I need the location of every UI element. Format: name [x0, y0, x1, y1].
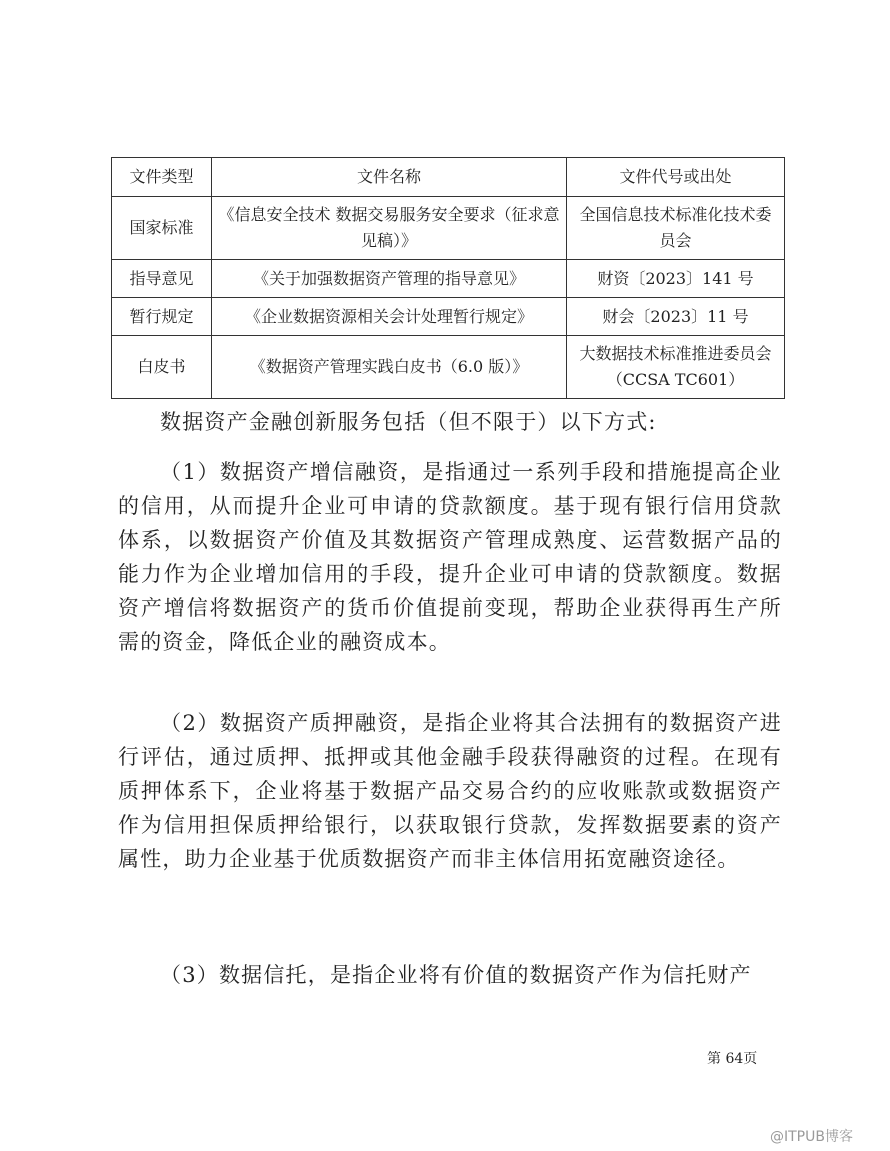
table-header-row [112, 158, 785, 197]
cell-type: 指导意见 [112, 260, 212, 298]
page-number: 第 64页 [707, 1051, 758, 1067]
cell-type: 暂行规定 [112, 298, 212, 336]
reference-table [111, 157, 785, 399]
header-file-name: 文件名称 [212, 158, 567, 197]
table-row [112, 260, 785, 298]
cell-source: 财资〔2023〕141 号 [567, 260, 785, 298]
paragraph-2-block [118, 706, 782, 876]
paragraph-1-block [118, 455, 782, 659]
header-file-type: 文件类型 [112, 158, 212, 197]
cell-source: 财会〔2023〕11 号 [567, 298, 785, 336]
table-row [112, 197, 785, 260]
cell-type: 白皮书 [112, 336, 212, 399]
cell-type: 国家标准 [112, 197, 212, 260]
paragraph-data-trust: （3）数据信托，是指企业将有价值的数据资产作为信托财产 [160, 963, 752, 987]
paragraph-credit-enhancement: （1）数据资产增信融资，是指通过一系列手段和措施提高企业的信用，从而提升企业可申请的贷款额度。基于现有银行信用贷款体系，以数据资产价值及其数据资产管理成熟度、运营数据产品的能力作为企业增加信用的手段，提升企业可申请的贷款额度。数据资产增信将数据资产的货币价值提前变现，帮助企业获得再生产所需的资金，降低企业的融资成本。 [118, 460, 782, 654]
cell-name: 《数据资产管理实践白皮书（6.0 版）》 [212, 336, 567, 399]
intro-paragraph: 数据资产金融创新服务包括（但不限于）以下方式: [160, 410, 657, 434]
paragraph-pledge-financing: （2）数据资产质押融资，是指企业将其合法拥有的数据资产进行评估，通过质押、抵押或其他金融手段获得融资的过程。在现有质押体系下，企业将基于数据产品交易合约的应收账款或数据资产作为信用担保质押给银行，以获取银行贷款，发挥数据要素的资产属性，助力企业基于优质数据资产而非主体信用拓宽融资途径。 [118, 711, 782, 871]
table-row [112, 298, 785, 336]
header-file-source: 文件代号或出处 [567, 158, 785, 197]
cell-source: 全国信息技术标准化技术委员会 [567, 197, 785, 260]
cell-source: 大数据技术标准推进委员会（CCSA TC601） [567, 336, 785, 399]
cell-name: 《关于加强数据资产管理的指导意见》 [212, 260, 567, 298]
intro-block [118, 405, 782, 439]
watermark: @ITPUB博客 [770, 1129, 853, 1145]
cell-name: 《信息安全技术 数据交易服务安全要求（征求意见稿）》 [212, 197, 567, 260]
paragraph-3-block [118, 958, 782, 992]
cell-name: 《企业数据资源相关会计处理暂行规定》 [212, 298, 567, 336]
table-row [112, 336, 785, 399]
